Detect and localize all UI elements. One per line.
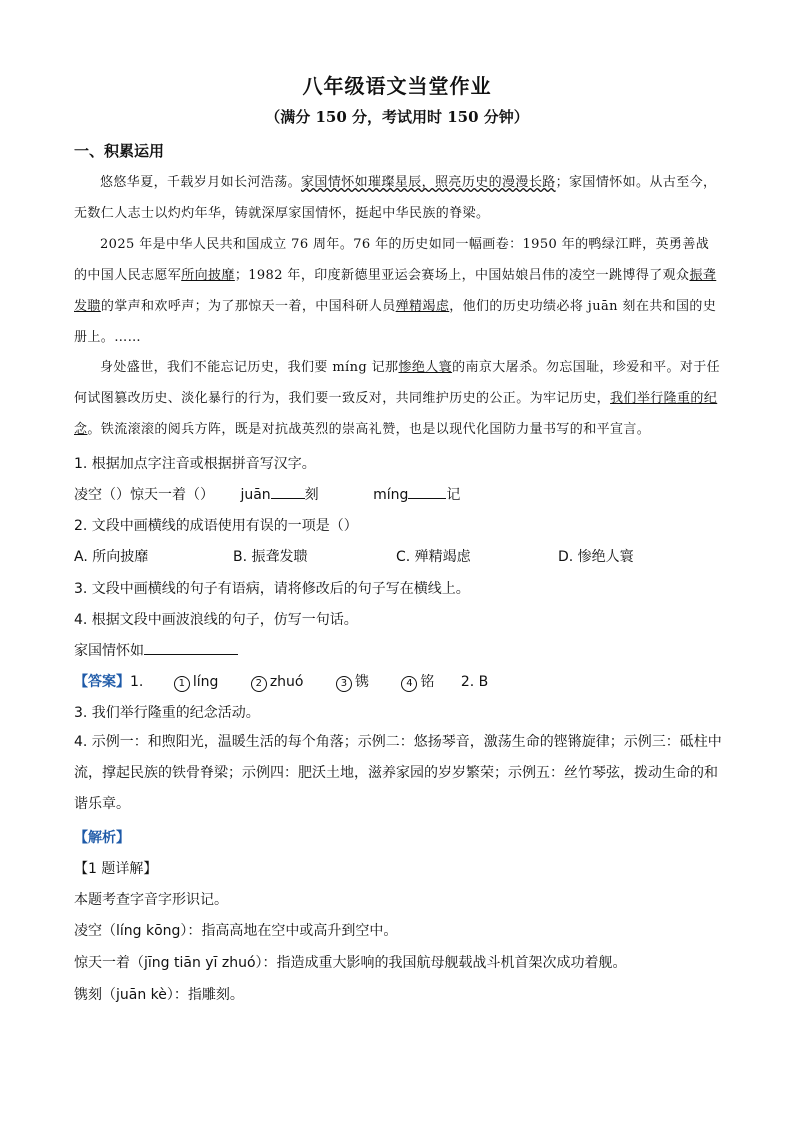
analysis-subheading: 【1 题详解】 (74, 861, 158, 877)
p3-text-a: 身处盛世，我们不能忘记历史，我们要 míng 记那 (100, 360, 399, 375)
p2-text-a: 2025 年是中华人民共和国成立 76 周年。76 年的历史如同一幅画卷：1950 年的鸭绿江畔，英勇善战的中国人民志愿军 (74, 237, 710, 283)
circled-number-2: 2 (251, 676, 267, 692)
page-title: 八年级语文当堂作业 (302, 74, 492, 98)
analysis-line-2: 凌空（líng kōng）：指高高地在空中或高升到空中。 (74, 923, 398, 939)
passage-paragraph-1 (74, 167, 722, 229)
answer-item-3: 镌 (354, 674, 369, 690)
answer-item-2: zhuó (269, 674, 304, 690)
analysis-line-1: 本题考查字音字形识记。 (74, 892, 228, 908)
page-subtitle: （满分 150 分，考试用时 150 分钟） (265, 108, 529, 126)
answer-item-4: 铭 (420, 674, 435, 690)
circled-number-4: 4 (401, 676, 417, 692)
analysis-line-4: 镌刻（juān kè）：指雕刻。 (74, 987, 244, 1003)
q1-blank-juan[interactable] (271, 484, 305, 499)
answer-q4: 4. 示例一：和煦阳光，温暖生活的每个角落；示例二：悠扬琴音，激荡生命的铿锵旋律；示例三：砥柱中流，撑起民族的铁骨脊梁；示例四：肥沃土地，滋养家园的岁岁繁荣；示例五：丝竹琴弦，拨动生命的和谐乐章。 (74, 734, 722, 812)
answer-q3: 3. 我们举行隆重的纪念活动。 (74, 705, 260, 721)
option-c: C. 殚精竭虑 (396, 549, 471, 565)
p3-text-b: 的南京大屠杀。勿忘国耻，珍爱和平。对于任何试图篡改历史、淡化暴行的行为，我们要一致反对，共同维护历史的公正。为牢记历史， (74, 360, 721, 406)
question-2: 2. 文段中画横线的成语使用有误的一项是（） (74, 518, 358, 534)
option-d: D. 惨绝人寰 (558, 549, 634, 565)
question-2-options (74, 546, 734, 566)
q1-ji: 记 (446, 487, 461, 503)
question-1: 1. 根据加点字注音或根据拼音写汉字。 (74, 456, 316, 472)
question-1-fill-line (74, 484, 734, 504)
analysis-label: 【解析】 (74, 830, 130, 846)
p3-underlined-sentence: 我们举行隆重的纪念 (74, 391, 718, 437)
p2-idiom-2: 振聋发聩 (74, 268, 717, 314)
p2-idiom-1: 所向披靡 (181, 268, 235, 283)
p1-text-b: ；家国情怀如。从古至今，无数仁人志士以灼灼年华，铸就深厚家国情怀，挺起中华民族的脊梁。 (74, 175, 717, 221)
option-a: A. 所向披靡 (74, 549, 149, 565)
p3-idiom-1: 惨绝人寰 (398, 360, 453, 375)
p1-wavy-sentence: 家国情怀如璀璨星辰，照亮历史的漫漫长路 (301, 175, 556, 190)
p1-text-a: 悠悠华夏，千载岁月如长河浩荡。 (100, 175, 302, 190)
circled-number-1: 1 (174, 676, 190, 692)
question-3: 3. 文段中画横线的句子有语病，请将修改后的句子写在横线上。 (74, 581, 470, 597)
q4-prefix: 家国情怀如 (74, 643, 144, 659)
p2-text-d: ，他们的历史功绩必将 juān 刻在共和国的史册上。…… (74, 299, 717, 345)
passage-paragraph-2 (74, 229, 722, 353)
p3-text-c: 。铁流滚滚的阅兵方阵，既是对抗战英烈的崇高礼赞，也是以现代化国防力量书写的和平宣言。 (87, 422, 651, 437)
answer-label: 【答案】 (74, 674, 130, 690)
p2-idiom-3: 殚精竭虑 (395, 299, 450, 314)
analysis-line-3: 惊天一着（jīng tiān yī zhuó）：指造成重大影响的我国航母舰载战斗机首架次成功着舰。 (74, 955, 627, 971)
answer-item-1: líng (192, 674, 219, 690)
passage-paragraph-3 (74, 352, 722, 445)
answer-q2: 2. B (460, 674, 489, 690)
option-b: B. 振聋发聩 (233, 549, 308, 565)
answer-line-1 (74, 671, 734, 692)
circled-number-3: 3 (336, 676, 352, 692)
p2-text-c: 的掌声和欢呼声；为了那惊天一着，中国科研人员 (100, 299, 396, 314)
q1-blank-ming[interactable] (408, 484, 446, 499)
q4-blank[interactable] (144, 640, 238, 655)
q1-items: 凌空（）惊天一着（） (74, 487, 214, 503)
q1-ke: 刻 (304, 487, 319, 503)
q1-juan: juān (240, 487, 271, 503)
section-heading: 一、积累运用 (74, 142, 165, 160)
answer-q1-prefix: 1. (130, 674, 144, 690)
question-4: 4. 根据文段中画波浪线的句子，仿写一句话。 (74, 612, 358, 628)
p2-text-b: ；1982 年，印度新德里亚运会赛场上，中国姑娘吕伟的凌空一跳博得了观众 (234, 268, 690, 283)
q1-ming: míng (373, 487, 409, 503)
question-4-fill-line (74, 640, 734, 660)
